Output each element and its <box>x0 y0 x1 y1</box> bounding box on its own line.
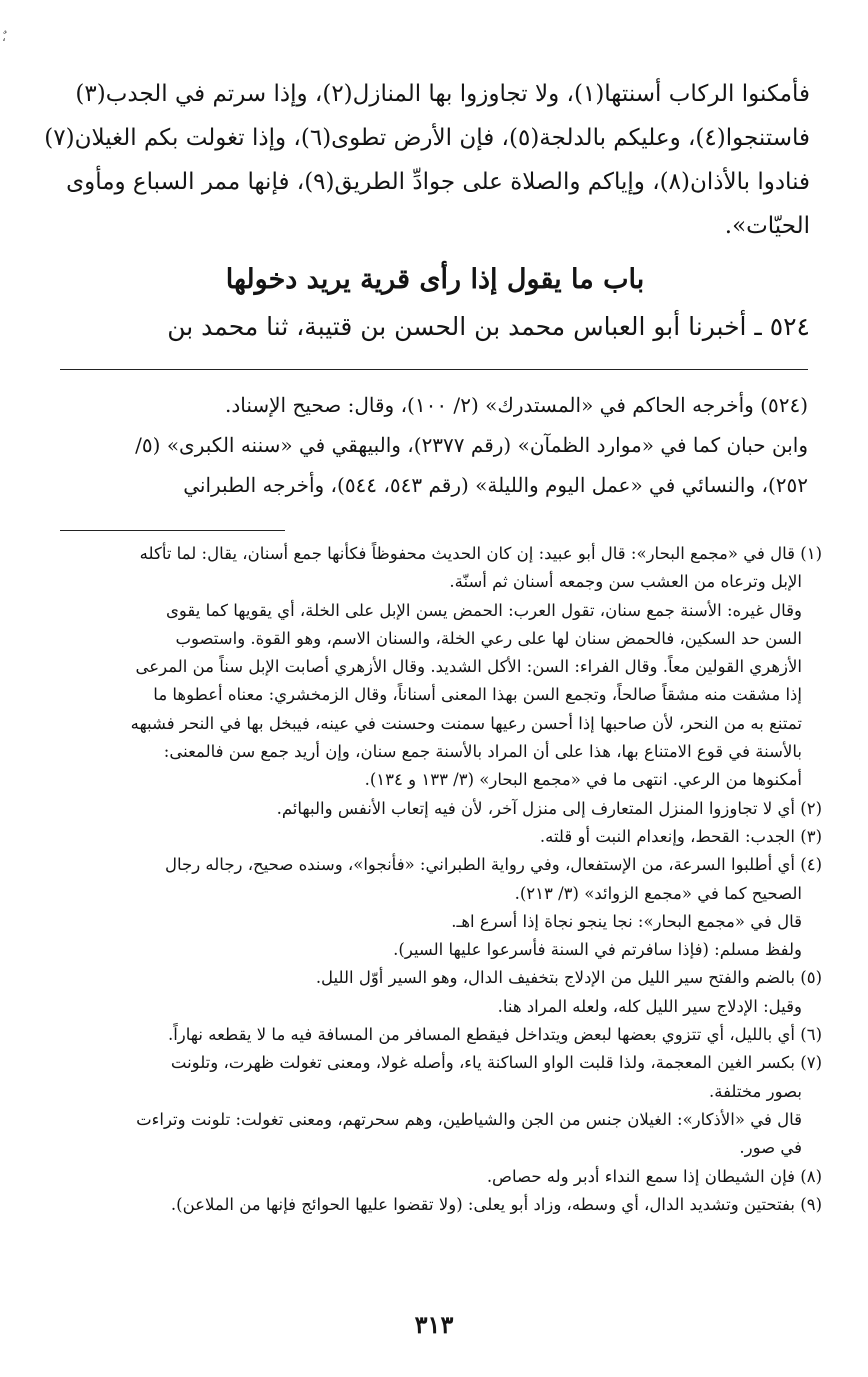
margin-mark: ،ٌ <box>2 30 6 44</box>
footnote-line: وقيل: الإدلاج سير الليل كله، ولعله المراد هنا. <box>497 996 802 1016</box>
footnote-line: (٥) بالضم والفتح سير الليل من الإدلاج بتخفيف الدال، وهو السير أوّل الليل. <box>315 968 822 988</box>
main-text-line: فاستنجوا(٤)، وعليكم بالدلجة(٥)، فإن الأرض تطوى(٦)، وإذا تغولت بكم الغيلان(٧) <box>44 125 810 151</box>
separator-rule <box>60 369 808 370</box>
footnote-line: بالأسنة في قوع الامتناع بها، هذا على أن المراد بالأسنة جمع سنان، وإن أريد جمع سن فالمعنى: <box>163 742 802 762</box>
footnote-line: قال في «مجمع البحار»: نجا ينجو نجاة إذا أسرع اهـ. <box>451 911 802 931</box>
footnote-line: الصحيح كما في «مجمع الزوائد» (٣/ ٢١٣). <box>514 883 802 903</box>
footnote-line: (١) قال في «مجمع البحار»: قال أبو عبيد: إن كان الحديث محفوظاً فكأنها جمع أسنان، يقال: لما تأكله <box>139 544 822 563</box>
chapter-heading: باب ما يقول إذا رأى قرية يريد دخولها <box>225 264 645 295</box>
footnote-line: أمكنوها من الرعي. انتهى ما في «مجمع البحار» (٣/ ١٣٣ و ١٣٤). <box>364 770 802 790</box>
main-text-line: فنادوا بالأذان(٨)، وإياكم والصلاة على جوادِّ الطريق(٩)، فإنها ممر السباع ومأوى <box>66 169 810 195</box>
page-number: ٣١٣ <box>414 1310 454 1339</box>
footnote-line: (٦) أي بالليل، أي تتزوي بعضها لبعض ويتداخل فيقطع المسافر من المسافة فيه ما لا يقطعه نهاراً. <box>167 1025 822 1045</box>
footnote-line: الأزهري القولين معاً. وقال الفراء: السن: الأكل الشديد. وقال الأزهري أصابت الإبل سناً من المرعى <box>135 657 802 677</box>
footnote-line: (٣) الجدب: القحط، وإنعدام النبت أو قلته. <box>539 826 822 846</box>
footnote-line: السن حد السكين، فالحمض سنان لها على رعي الخلة، والسنان الاسم، وهو القوة. واستصوب <box>175 628 802 648</box>
main-text <box>44 72 810 248</box>
footnote-line: وقال غيره: الأسنة جمع سنان، تقول العرب: الحمض يسن الإبل على الخلة، أي يقويها كما يقوى <box>165 600 802 620</box>
main-text-line: الحيّات». <box>724 213 810 239</box>
footnotes <box>60 540 822 1219</box>
footnote-line: في صور. <box>739 1138 802 1158</box>
takhrij-section <box>60 385 808 505</box>
hadith-line: ٥٢٤ ـ أخبرنا أبو العباس محمد بن الحسن بن قتيبة، ثنا محمد بن <box>167 312 810 341</box>
footnote-line: ولفظ مسلم: (فإذا سافرتم في السنة فأسرعوا عليها السير). <box>393 940 802 960</box>
footnote-line: (٧) بكسر الغين المعجمة، ولذا قلبت الواو الساكنة ياء، وأصله غولا، ومعنى تغولت ظهرت، وتلونت <box>170 1053 822 1073</box>
footnote-line: قال في «الأذكار»: الغيلان جنس من الجن والشياطين، وهم سحرتهم، ومعنى تغولت: تلونت وتراءت <box>136 1109 802 1129</box>
main-text-line: فأمكنوا الركاب أسنتها(١)، ولا تجاوزوا بها المنازل(٢)، وإذا سرتم في الجدب(٣) <box>75 81 810 107</box>
footnote-line: (٩) بفتحتين وتشديد الدال، أي وسطه، وزاد أبو يعلى: (ولا تقضوا عليها الحوائج فإنها من الملاعن). <box>170 1194 822 1214</box>
footnote-line: إذا مشقت منه مشقاً صالحاً، وتجمع السن بهذا المعنى أسناناً، وقال الزمخشري: معناه أعطوها ما <box>153 685 802 705</box>
footnote-line: بصور مختلفة. <box>708 1081 802 1101</box>
footnote-line: (٢) أي لا تجاوزوا المنزل المتعارف إلى منزل آخر، لأن فيه إتعاب الأنفس والبهائم. <box>276 798 822 818</box>
takhrij-line: (٥٢٤) وأخرجه الحاكم في «المستدرك» (٢/ ١٠٠)، وقال: صحيح الإسناد. <box>224 393 808 417</box>
footnote-line: تمتنع به من النحر، لأن صاحبها إذا أحسن رعيها سمنت وحسنت في عينه، فيبخل بها في النحر فشبهه <box>130 713 802 733</box>
footnote-line: الإبل وترعاه من العشب سن وجمعه أسنان ثم أسنّة. <box>449 572 802 592</box>
takhrij-line: ٢٥٢)، والنسائي في «عمل اليوم والليلة» (رقم ٥٤٣، ٥٤٤)، وأخرجه الطبراني <box>183 473 808 497</box>
footnote-line: (٤) أي أطلبوا السرعة، من الإستفعال، وفي رواية الطبراني: «فأنجوا»، وسنده صحيح، رجاله رجال <box>164 855 822 875</box>
footnote-line: (٨) فإن الشيطان إذا سمع النداء أدبر وله حصاص. <box>486 1166 822 1186</box>
footnote-rule <box>60 530 285 531</box>
takhrij-line: وابن حبان كما في «موارد الظمآن» (رقم ٢٣٧٧)، والبيهقي في «سننه الكبرى» (٥/ <box>135 433 808 457</box>
